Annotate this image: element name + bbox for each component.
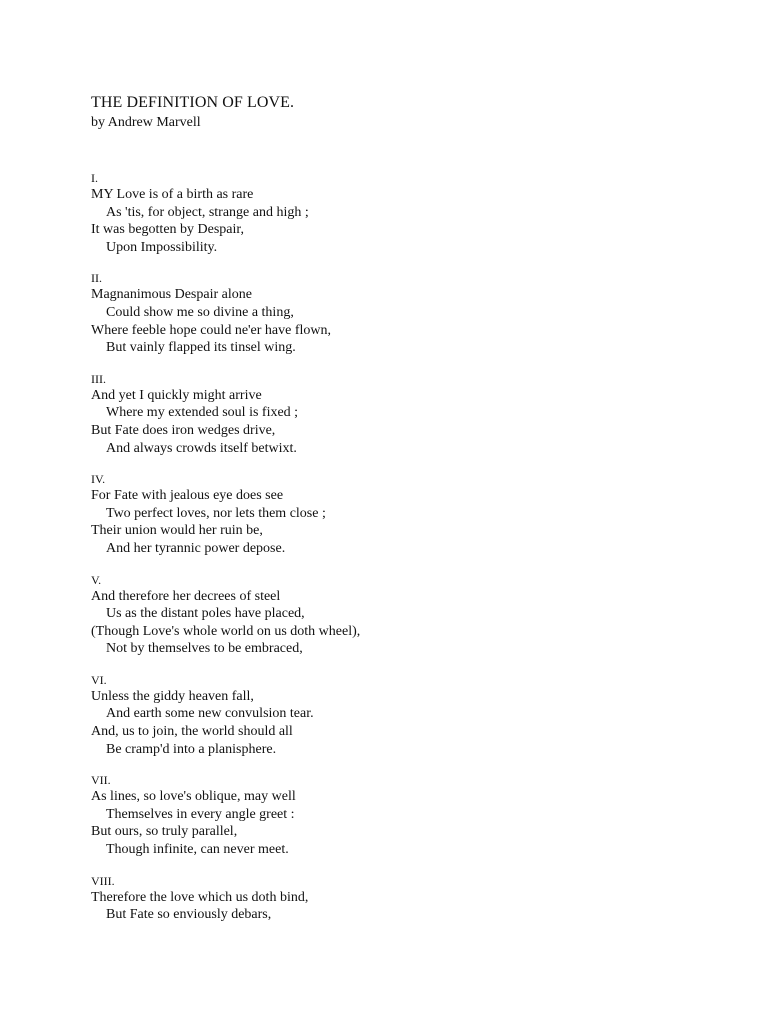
poem-line: Not by themselves to be embraced, [106, 641, 303, 657]
poem-line: But Fate so enviously debars, [106, 907, 272, 923]
poem-line: As lines, so love's oblique, may well [91, 789, 296, 805]
stanza-numeral: VI. [91, 672, 107, 687]
stanza [91, 672, 731, 758]
poem-line: It was begotten by Despair, [91, 222, 245, 238]
stanza-numeral: VII. [91, 773, 111, 788]
poem-line: As 'tis, for object, strange and high ; [106, 204, 309, 220]
poem-line: Be cramp'd into a planisphere. [106, 741, 277, 757]
stanza-numeral: II. [91, 271, 102, 286]
poem-line: Therefore the love which us doth bind, [91, 889, 309, 905]
poem-line: Where feeble hope could ne'er have flown, [91, 322, 332, 338]
stanza [91, 170, 731, 256]
poem-title: THE DEFINITION OF LOVE. [91, 94, 295, 111]
poem-line: Could show me so divine a thing, [106, 304, 294, 320]
poem-line: Their union would her ruin be, [91, 523, 263, 539]
stanza [91, 371, 731, 457]
poem-line: Where my extended soul is fixed ; [106, 405, 299, 421]
stanza-numeral: V. [91, 572, 102, 587]
poem-body [91, 170, 731, 924]
poem-line: But vainly flapped its tinsel wing. [106, 340, 296, 356]
poem-line: But ours, so truly parallel, [91, 824, 238, 840]
poem-line: And yet I quickly might arrive [91, 387, 262, 403]
stanza-numeral: III. [91, 371, 106, 386]
poem-line: Themselves in every angle greet : [106, 806, 295, 822]
poem-line: Magnanimous Despair alone [91, 287, 252, 303]
poem-line: But Fate does iron wedges drive, [91, 422, 276, 438]
stanza-numeral: VIII. [91, 873, 115, 888]
poem-line: And her tyrannic power depose. [106, 540, 286, 556]
poem-line: (Though Love's whole world on us doth wheel), [91, 623, 361, 639]
poem-line: And always crowds itself betwixt. [106, 440, 297, 456]
poem-line: Two perfect loves, nor lets them close ; [106, 505, 326, 521]
stanza-numeral: IV. [91, 472, 106, 487]
poem-line: And earth some new convulsion tear. [106, 706, 314, 722]
poem-line: For Fate with jealous eye does see [91, 488, 284, 504]
document-page [91, 92, 731, 938]
stanza [91, 270, 731, 356]
poem-line: And therefore her decrees of steel [91, 588, 281, 604]
poem-line: And, us to join, the world should all [91, 724, 293, 740]
poem-line: Upon Impossibility. [106, 239, 218, 255]
poem-line: Unless the giddy heaven fall, [91, 688, 254, 704]
poem-line: MY Love is of a birth as rare [91, 187, 254, 202]
poem-author: by Andrew Marvell [91, 115, 201, 130]
stanza [91, 471, 731, 557]
stanza [91, 572, 731, 658]
stanza-numeral: I. [91, 171, 98, 185]
poem-line: Though infinite, can never meet. [106, 842, 289, 858]
stanza [91, 873, 731, 924]
stanza [91, 772, 731, 858]
poem-line: Us as the distant poles have placed, [106, 606, 305, 622]
